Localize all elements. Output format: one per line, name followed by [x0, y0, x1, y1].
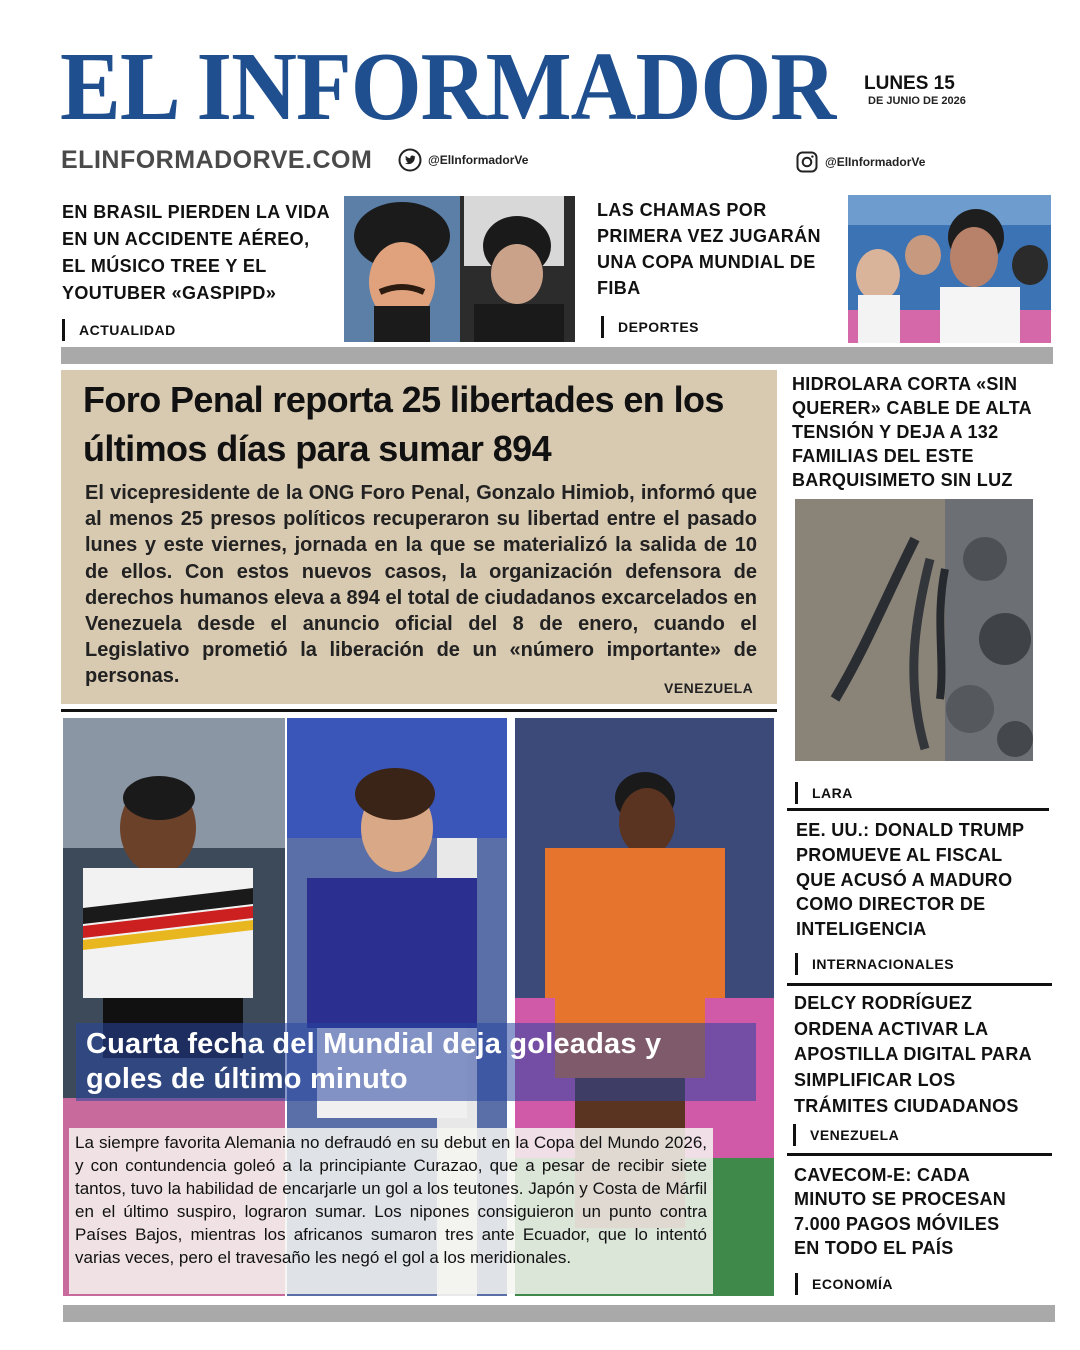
lead-story-title[interactable]: Foro Penal reporta 25 libertades en los últimos días para sumar 894: [83, 379, 724, 469]
cable-ground-photo: [795, 499, 1033, 761]
twitter-icon: [398, 148, 422, 172]
section-tag-lara[interactable]: LARA: [795, 782, 853, 804]
instagram-icon: [795, 150, 819, 174]
top-divider: [61, 347, 1053, 364]
musicians-photo: [344, 196, 575, 342]
masthead: EL INFORMADOR: [60, 33, 836, 141]
bottom-divider: [63, 1305, 1055, 1322]
headline-hidrolara[interactable]: HIDROLARA CORTA «SIN QUERER» CABLE DE ALTA TENSIÓN Y DEJA A 132 FAMILIAS DEL ESTE BARQUISIMETO SIN LUZ: [792, 374, 1032, 490]
headline-delcy-apostilla[interactable]: DELCY RODRÍGUEZ ORDENA ACTIVAR LA APOSTILLA DIGITAL PARA SIMPLIFICAR LOS TRÁMITES CIUDADANOS: [794, 993, 1032, 1116]
section-tag-internacionales[interactable]: INTERNACIONALES: [795, 953, 954, 975]
section-tag-actualidad[interactable]: ACTUALIDAD: [62, 319, 176, 341]
section-tag-venezuela-sidebar[interactable]: VENEZUELA: [793, 1124, 899, 1146]
lead-story-body: El vicepresidente de la ONG Foro Penal, Gonzalo Himiob, informó que al menos 25 presos políticos recuperaron su libertad entre el pasado lunes y este viernes, jornada en la que se materializó la salida de 10 de ellos. Con estos nuevos casos, la organización defensora de derechos humanos eleva a 894 el total de ciudadanos excarcelados en Venezuela desde el anuncio oficial del 8 de enero, cuando el Legislativo prometió la liberación de un «número importante» de personas.: [85, 482, 757, 688]
twitter-handle-link[interactable]: [398, 148, 528, 172]
instagram-handle-link[interactable]: [795, 150, 925, 174]
edition-date: [864, 74, 966, 107]
sidebar-rule-2: [787, 983, 1052, 986]
lead-bottom-rule: [61, 709, 777, 712]
twitter-handle: @ElInformadorVe: [428, 153, 529, 167]
worldcup-story-title[interactable]: [76, 1023, 756, 1101]
date-month: DE JUNIO DE 2026: [868, 94, 966, 107]
instagram-handle: @ElInformadorVe: [825, 155, 926, 169]
section-tag-venezuela-lead[interactable]: VENEZUELA: [664, 680, 754, 696]
worldcup-story-body: La siempre favorita Alemania no defraudó en su debut en la Copa del Mundo 2026, y con contundencia goleó a la principiante Curazao, que a pesar de recibir siete tantos, tuvo la habilidad de encarjarle un gol a los teutones. Japón y Costa de Márfil en el último suspiro, lograron sumar. Los nipones consiguieron un punto contra Países Bajos, mientras los africanos sumaron tres ante Ecuador, que lo intentó varias veces, pero el travesaño les negó el gol a los meridionales.: [69, 1128, 713, 1294]
sidebar-rule-1: [787, 808, 1049, 811]
headline-chamas-fiba[interactable]: LAS CHAMAS POR PRIMERA VEZ JUGARÁN UNA COPA MUNDIAL DE FIBA: [597, 200, 821, 299]
headline-trump-fiscal[interactable]: EE. UU.: DONALD TRUMP PROMUEVE AL FISCAL QUE ACUSÓ A MADURO COMO DIRECTOR DE INTELIGENCIA: [796, 820, 1024, 940]
date-day: LUNES 15: [864, 73, 955, 94]
website-link[interactable]: ELINFORMADORVE.COM: [61, 146, 373, 174]
headline-brasil-accidente[interactable]: EN BRASIL PIERDEN LA VIDA EN UN ACCIDENTE AÉREO, EL MÚSICO TREE Y EL YOUTUBER «GASPIPD»: [62, 202, 330, 303]
headline-cavecom[interactable]: CAVECOM-E: CADA MINUTO SE PROCESAN 7.000 PAGOS MÓVILES EN TODO EL PAÍS: [794, 1165, 1007, 1259]
section-tag-economia[interactable]: ECONOMÍA: [795, 1273, 893, 1295]
sidebar-rule-3: [787, 1153, 1052, 1156]
basketball-team-photo: [848, 195, 1051, 343]
section-tag-deportes[interactable]: DEPORTES: [601, 316, 699, 338]
worldcup-title-text: Cuarta fecha del Mundial deja goleadas y goles de último minuto: [86, 1028, 662, 1095]
